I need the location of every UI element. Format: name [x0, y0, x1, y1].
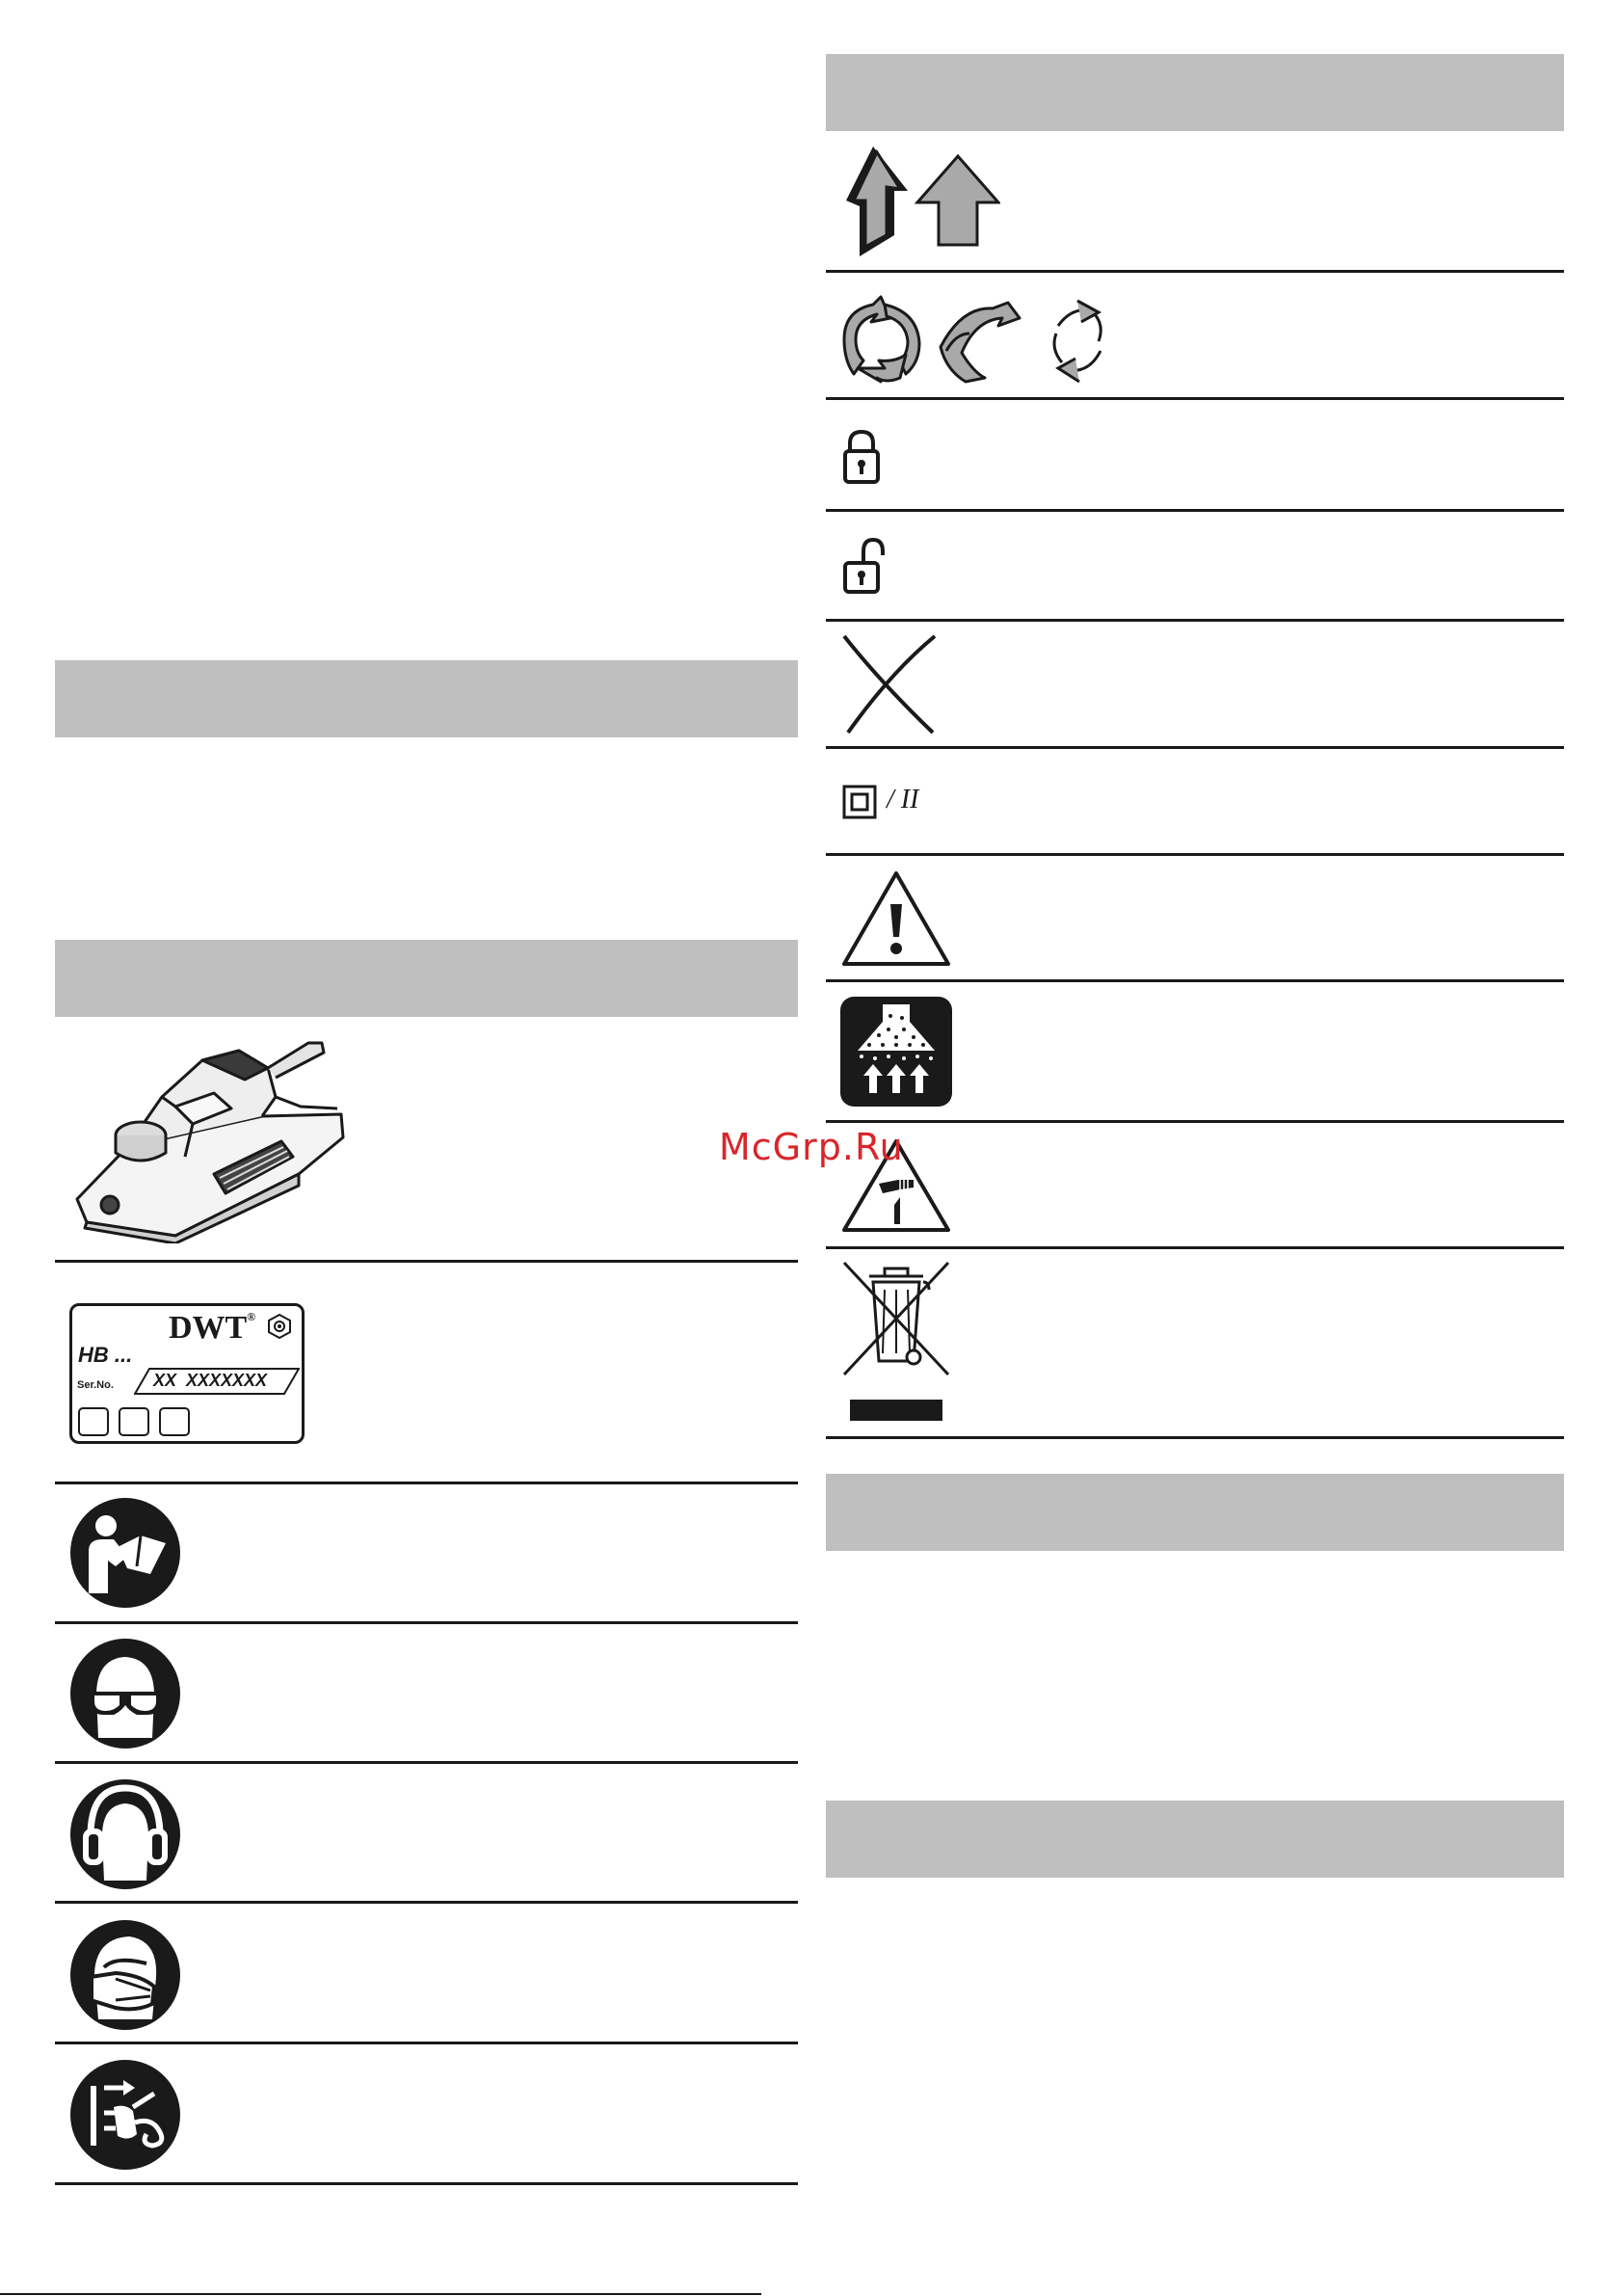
divider: [55, 1901, 798, 1904]
section-header-band-4: [826, 1474, 1564, 1551]
divider: [826, 746, 1564, 749]
section-header-band-5: [826, 1801, 1564, 1878]
divider: [826, 1120, 1564, 1123]
divider: [826, 979, 1564, 982]
section-header-band-1: [55, 660, 798, 737]
divider: [55, 1761, 798, 1764]
dust-mask-icon: [69, 1919, 181, 2031]
rating-plate-serial-box: [134, 1368, 300, 1395]
planer-illustration: [69, 1029, 349, 1243]
rating-plate: [69, 1303, 305, 1444]
rating-plate-serial-label: Ser.No.: [77, 1379, 114, 1391]
rotation-arrows-icon: [838, 295, 1137, 384]
divider: [55, 2042, 798, 2044]
divider: [55, 1621, 798, 1624]
divider: [826, 509, 1564, 512]
read-manual-icon: [69, 1497, 181, 1609]
bottom-line: [0, 2293, 761, 2295]
divider: [826, 619, 1564, 622]
prohibited-cross-icon: [842, 634, 939, 734]
divider: [55, 1482, 798, 1484]
divider: [826, 397, 1564, 400]
unplug-icon: [69, 2059, 181, 2171]
divider: [826, 270, 1564, 273]
rating-plate-brand: DWT: [169, 1310, 248, 1346]
ear-protection-icon: [69, 1778, 181, 1890]
divider: [826, 1436, 1564, 1439]
weee-bin-icon: [840, 1261, 952, 1423]
dust-extraction-icon: [840, 997, 952, 1107]
eye-protection-icon: [69, 1638, 181, 1749]
rating-plate-serial-value: XX XXXXXXX: [153, 1371, 268, 1390]
section-header-band-3: [826, 54, 1564, 131]
direction-arrows-icon: [840, 143, 1000, 258]
dwt-logo-icon: [267, 1314, 292, 1339]
rating-plate-model: HB ...: [78, 1343, 133, 1367]
lock-open-icon: [842, 536, 887, 594]
class-ii-label: / II: [887, 785, 919, 814]
watermark: McGrp.Ru: [719, 1126, 904, 1168]
divider: [826, 853, 1564, 856]
lock-closed-icon: [842, 428, 881, 486]
rating-plate-registered-mark: ®: [247, 1310, 256, 1323]
rating-plate-mark-box: [78, 1407, 109, 1436]
rating-plate-mark-box: [159, 1407, 190, 1436]
class-ii-insulation-icon: [842, 785, 958, 819]
section-header-band-2: [55, 940, 798, 1017]
rating-plate-mark-box: [119, 1407, 149, 1436]
divider: [55, 2182, 798, 2185]
divider: [826, 1246, 1564, 1249]
warning-triangle-icon: [840, 869, 952, 968]
divider: [55, 1260, 798, 1263]
